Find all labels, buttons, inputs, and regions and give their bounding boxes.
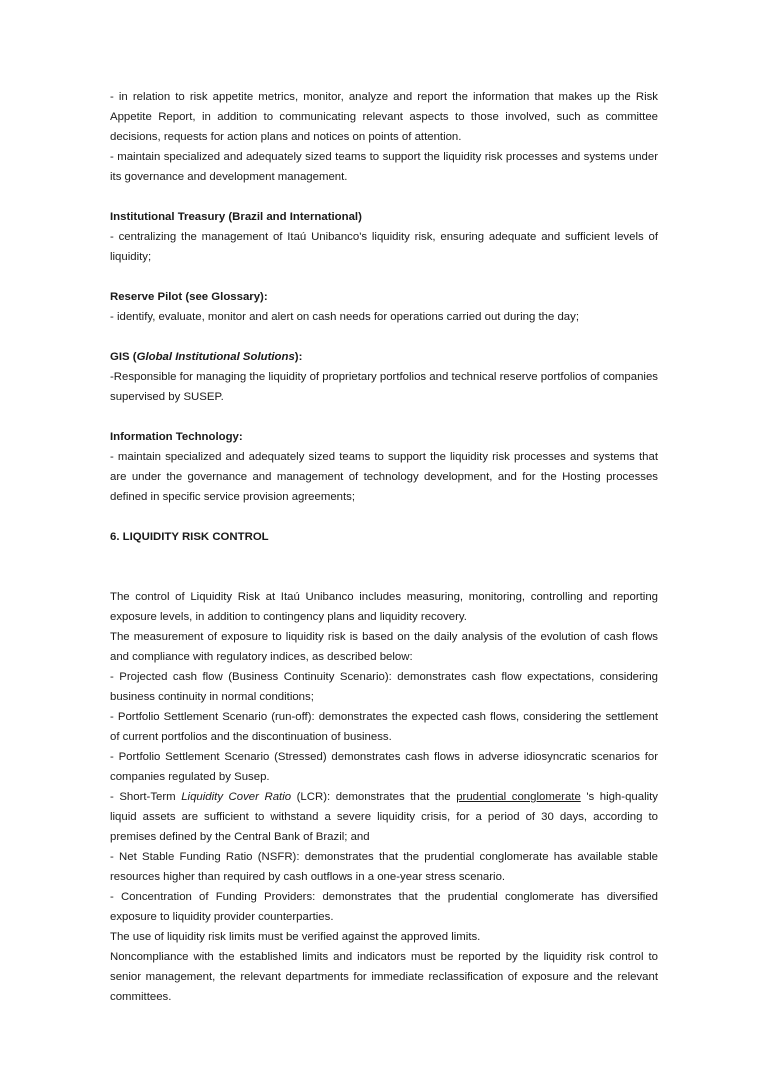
intro-paragraph-2: - maintain specialized and adequately sized teams to support the liquidity risk processes and systems under its governance and development management. (110, 151, 658, 183)
reserve-text: - identify, evaluate, monitor and alert on cash needs for operations carried out during the day; (110, 311, 579, 323)
section-6-heading: 6. LIQUIDITY RISK CONTROL (110, 531, 269, 543)
spacer (110, 507, 658, 527)
bullet-projected-cash-flow: - Projected cash flow (Business Continuity Scenario): demonstrates cash flow expectations, considering business continuity in normal conditions; (110, 671, 658, 703)
bullet-run-off: - Portfolio Settlement Scenario (run-off): demonstrates the expected cash flows, considering the settlement of current portfolios and the discontinuation of business. (110, 711, 658, 743)
reserve-heading: Reserve Pilot (see Glossary): (110, 291, 268, 303)
prudential-conglomerate-link[interactable]: prudential conglomerate (456, 791, 581, 803)
lcr-text-b: (LCR): demonstrates that the (291, 791, 457, 803)
gis-heading (110, 347, 658, 367)
gis-heading-italic: Global Institutional Solutions (136, 351, 295, 363)
lcr-text-a: - Short-Term (110, 791, 182, 803)
section-6-paragraph-2: The measurement of exposure to liquidity risk is based on the daily analysis of the evolution of cash flows and compliance with regulatory indices, as described below: (110, 631, 658, 663)
section-6-paragraph-4: Noncompliance with the established limits and indicators must be reported by the liquidity risk control to senior management, the relevant departments for immediate reclassification of exposure and the relevant committees. (110, 951, 658, 1003)
bullet-lcr (110, 787, 658, 847)
bullet-nsfr: - Net Stable Funding Ratio (NSFR): demonstrates that the prudential conglomerate has available stable resources higher than required by cash outflows in a one-year stress scenario. (110, 851, 658, 883)
spacer (110, 567, 658, 587)
bullet-funding-concentration: - Concentration of Funding Providers: demonstrates that the prudential conglomerate has diversified exposure to liquidity provider counterparties. (110, 891, 658, 923)
section-6-paragraph-1: The control of Liquidity Risk at Itaú Unibanco includes measuring, monitoring, controlling and reporting exposure levels, in addition to contingency plans and liquidity recovery. (110, 591, 658, 623)
intro-paragraph-1: - in relation to risk appetite metrics, monitor, analyze and report the information that makes up the Risk Appetite Report, in addition to communicating relevant aspects to those involved, such as committee decisions, requests for action plans and notices on points of attention. (110, 91, 658, 143)
section-6-paragraph-3: The use of liquidity risk limits must be verified against the approved limits. (110, 931, 481, 943)
lcr-text-c: 's high-quality liquid assets are sufficient to withstand a severe liquidity crisis, for a period of 30 days, according to premises defined by the Central Bank of Brazil; and (110, 791, 658, 843)
bullet-stressed: - Portfolio Settlement Scenario (Stressed) demonstrates cash flows in adverse idiosyncratic scenarios for companies regulated by Susep. (110, 751, 658, 783)
spacer (110, 407, 658, 427)
document-page (110, 87, 658, 1007)
gis-heading-prefix: GIS ( (110, 351, 137, 363)
gis-heading-suffix: ): (294, 351, 303, 363)
spacer (110, 327, 658, 347)
lcr-italic: Liquidity Cover Ratio (181, 791, 292, 803)
it-text: - maintain specialized and adequately sized teams to support the liquidity risk processes and systems that are under the governance and management of technology development, and for the Hosting processes defined in specific service provision agreements; (110, 451, 658, 503)
treasury-heading: Institutional Treasury (Brazil and International) (110, 211, 362, 223)
spacer (110, 187, 658, 207)
spacer (110, 547, 658, 567)
gis-text: -Responsible for managing the liquidity of proprietary portfolios and technical reserve portfolios of companies supervised by SUSEP. (110, 371, 658, 403)
treasury-text: - centralizing the management of Itaú Unibanco's liquidity risk, ensuring adequate and sufficient levels of liquidity; (110, 231, 658, 263)
it-heading: Information Technology: (110, 431, 243, 443)
spacer (110, 267, 658, 287)
